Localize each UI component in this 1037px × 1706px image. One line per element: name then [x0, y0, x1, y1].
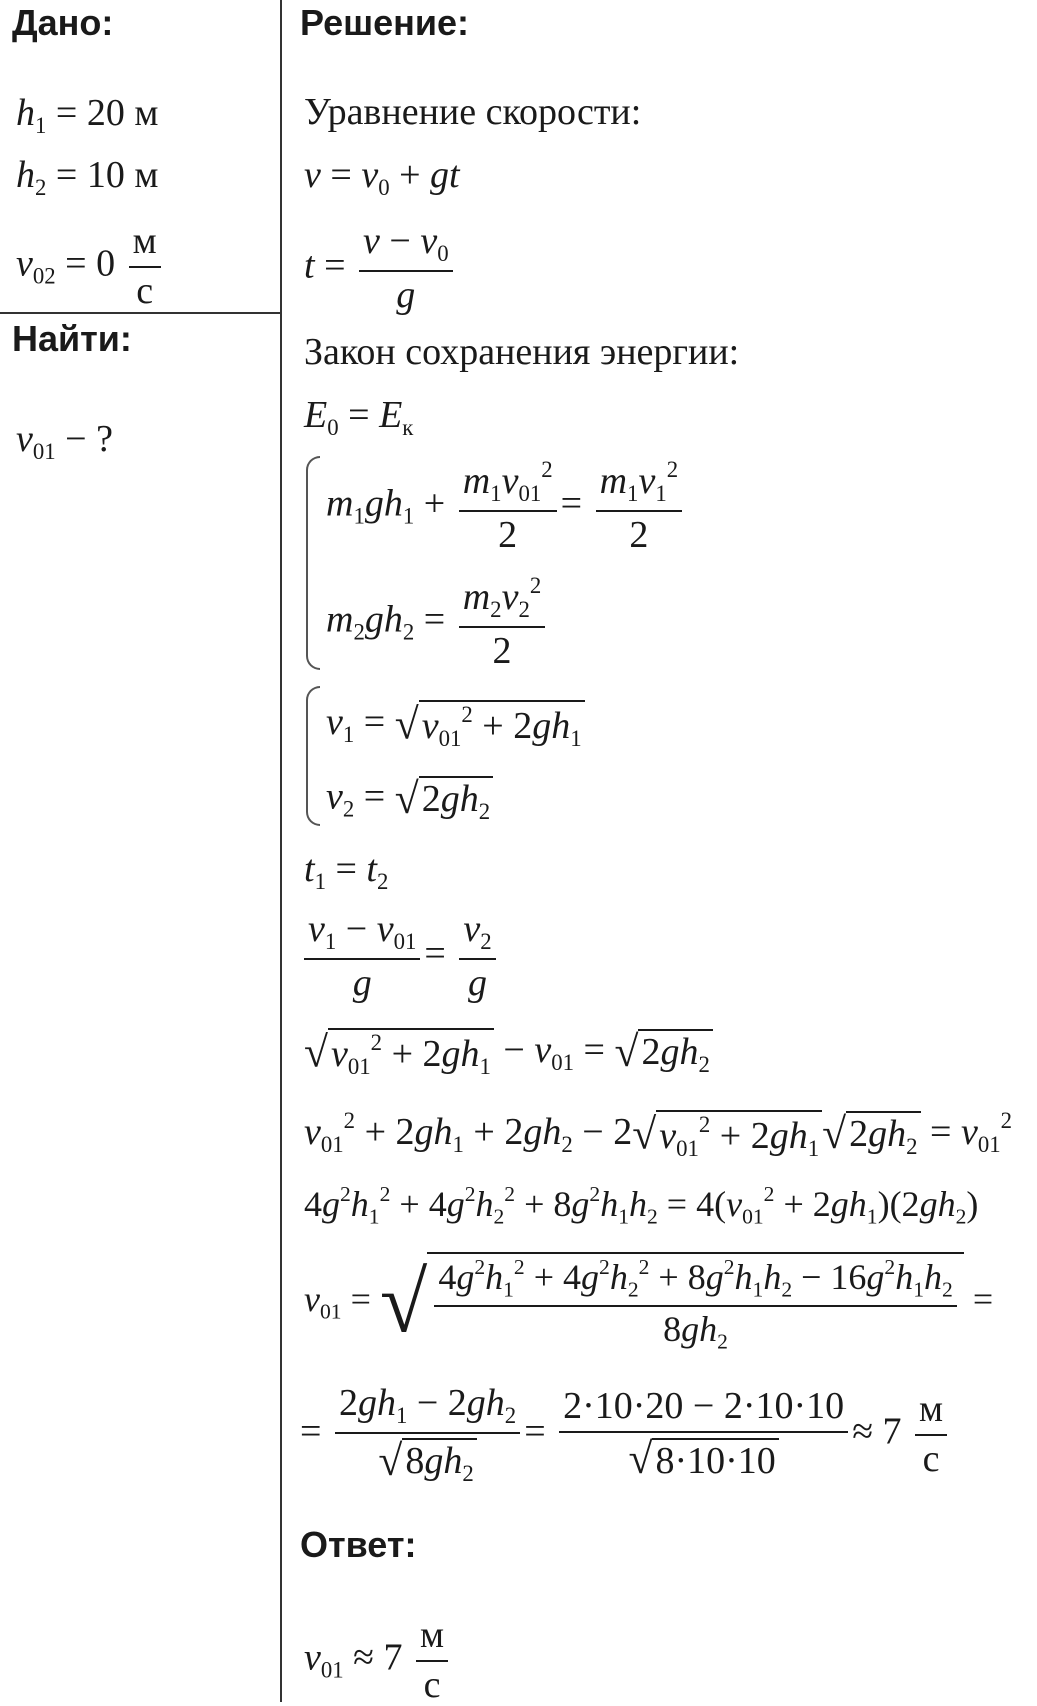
- eq-fraction: $\frac{v_1 - v_{01}}{g}$ = $\frac{v_2}{g}$: [300, 910, 500, 1004]
- answer-heading: Ответ:: [300, 1524, 417, 1565]
- column-divider: [280, 0, 282, 1702]
- find-v01: $v_{01}$ − ?: [16, 418, 113, 464]
- system-brace: [306, 686, 320, 826]
- eq-energy: $E_0 = E_к$: [304, 394, 414, 440]
- eq-system2-line2: $v_2 = √2gh_2$: [326, 776, 493, 824]
- given-heading: Дано:: [12, 2, 114, 43]
- eq-system1-line2: $m_2gh_2$ = $\frac{m_2v_2^2}{2}$: [326, 574, 549, 672]
- eq-square: $4g^2h_1^2 + 4g^2h_2^2 + 8g^2h_1h_2 = 4(v_{01}^2 + 2gh_1)(2gh_2)$: [304, 1182, 979, 1229]
- find-heading: Найти:: [12, 318, 132, 359]
- given-find-divider: [0, 312, 280, 314]
- eq-sqrt: $√v_{01}^2 + 2gh_1 - v_{01} = √2gh_2$: [304, 1028, 713, 1079]
- answer-value: $v_{01} \approx 7$ $\frac{м}{с}$: [304, 1616, 452, 1706]
- solution-heading: Решение:: [300, 2, 470, 43]
- given-v02: $v_{02} = 0$ $\frac{м}{с}$: [16, 222, 165, 312]
- energy-label: Закон сохранения энергии:: [304, 331, 740, 373]
- system-brace: [306, 456, 320, 670]
- velocity-label: Уравнение скорости:: [304, 91, 642, 133]
- eq-times-equal: $t_1 = t_2$: [304, 848, 389, 894]
- eq-result: = $\frac{2gh_1 - 2gh_2}{√8gh_2}$ = $\frac{2\cdot 10\cdot 20 - 2\cdot 10\cdot 10}{√8\cdot 10\cdot 10}$ ≈ 7 $\frac{м}{с}$: [300, 1384, 951, 1486]
- given-h2: $h_2 = 10$ м: [16, 154, 159, 200]
- eq-time: t = $\frac{v - v_0}{g}$: [304, 222, 457, 316]
- eq-system1-line1: $m_1gh_1$ + $\frac{m_1v_{01}^2}{2}$ = $\frac{m_1v_1^2}{2}$: [326, 458, 686, 556]
- eq-system2-line1: $v_1 = √v_{01}^2 + 2gh_1$: [326, 700, 585, 751]
- given-h1: $h_1 = 20$ м: [16, 92, 159, 138]
- eq-v01-formula: $v_{01}$ = √ $\frac{4g^2h_1^2 + 4g^2h_2^2 + 8g^2h_1h_2 - 16g^2h_1h_2}{8gh_2}$ =: [304, 1252, 993, 1354]
- eq-velocity: $v = v_0$ + gt: [304, 154, 460, 200]
- eq-expand: $v_{01}^2 + 2gh_1 + 2gh_2 - 2√v_{01}^2 + 2gh_1√2gh_2 = v_{01}^2$: [304, 1108, 1013, 1161]
